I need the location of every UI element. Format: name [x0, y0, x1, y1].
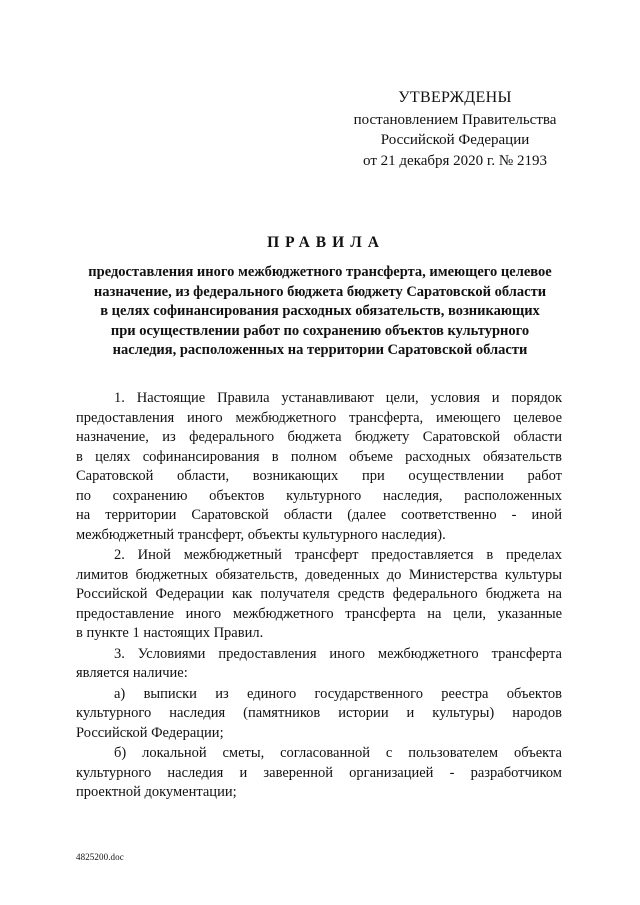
paragraph-1	[76, 389, 562, 545]
text-line: Саратовской области, возникающих при осуществлении работ	[76, 468, 562, 484]
text-line: в пункте 1 настоящих Правил.	[76, 625, 264, 641]
text-line: является наличие:	[76, 665, 188, 681]
approval-line-government: Российской Федерации	[380, 132, 530, 148]
approval-line-date-number: от 21 декабря 2020 г. № 2193	[363, 152, 547, 169]
file-reference: 4825200.doc	[76, 852, 124, 862]
subtitle-line: в целях софинансирования расходных обязательств, возникающих	[100, 303, 540, 319]
text-line: предоставление иного межбюджетного трансферта на цели, указанные	[76, 605, 562, 622]
approval-block	[320, 88, 590, 171]
approval-line-decree: постановлением Правительства	[353, 111, 557, 128]
text-line: предоставления иного межбюджетного трансферта, имеющего целевое	[76, 409, 562, 426]
text-line: культурного наследия (памятников истории и культуры) народов	[76, 705, 562, 721]
text-line: а) выписки из единого государственного реестра объектов	[114, 685, 562, 702]
subtitle-line: назначение, из федерального бюджета бюджету Саратовской области	[93, 283, 547, 300]
text-line: б) локальной сметы, согласованной с пользователем объекта	[114, 745, 562, 761]
text-line: в целях софинансирования в полном объеме расходных обязательств	[76, 448, 562, 465]
text-line: 3. Условиями предоставления иного межбюджетного трансферта	[114, 645, 562, 662]
subtitle-line: наследия, расположенных на территории Саратовской области	[112, 342, 528, 358]
text-line: Российской Федерации как получателя средств федерального бюджета на	[76, 586, 562, 602]
subtitle-line: предоставления иного межбюджетного трансферта, имеющего целевое	[88, 264, 552, 280]
subtitle-line: при осуществлении работ по сохранению объектов культурного	[110, 322, 530, 339]
text-line: лимитов бюджетных обязательств, доведенных до Министерства культуры	[76, 566, 562, 583]
text-line: по сохранению объектов культурного наследия, расположенных	[76, 487, 562, 504]
approval-stamp: УТВЕРЖДЕНЫ	[398, 89, 512, 106]
document-title: ПРАВИЛА	[267, 234, 385, 251]
text-line: межбюджетный трансферт, объекты культурного наследия).	[76, 526, 446, 543]
text-line: Российской Федерации;	[76, 724, 224, 741]
document-body	[76, 389, 562, 804]
text-line: назначение, из федерального бюджета бюджету Саратовской области	[76, 429, 562, 445]
paragraph-2	[76, 546, 562, 644]
text-line: 1. Настоящие Правила устанавливают цели, условия и порядок	[114, 390, 562, 406]
text-line: культурного наследия и заверенной организацией - разработчиком	[76, 764, 562, 781]
paragraph-3	[76, 645, 562, 684]
paragraph-3b	[76, 744, 562, 803]
paragraph-3a	[76, 685, 562, 744]
document-subtitle	[60, 263, 580, 361]
text-line: 2. Иной межбюджетный трансферт предоставляется в пределах	[114, 547, 562, 563]
text-line: на территории Саратовской области (далее соответственно - иной	[76, 507, 562, 523]
text-line: проектной документации;	[76, 784, 237, 800]
